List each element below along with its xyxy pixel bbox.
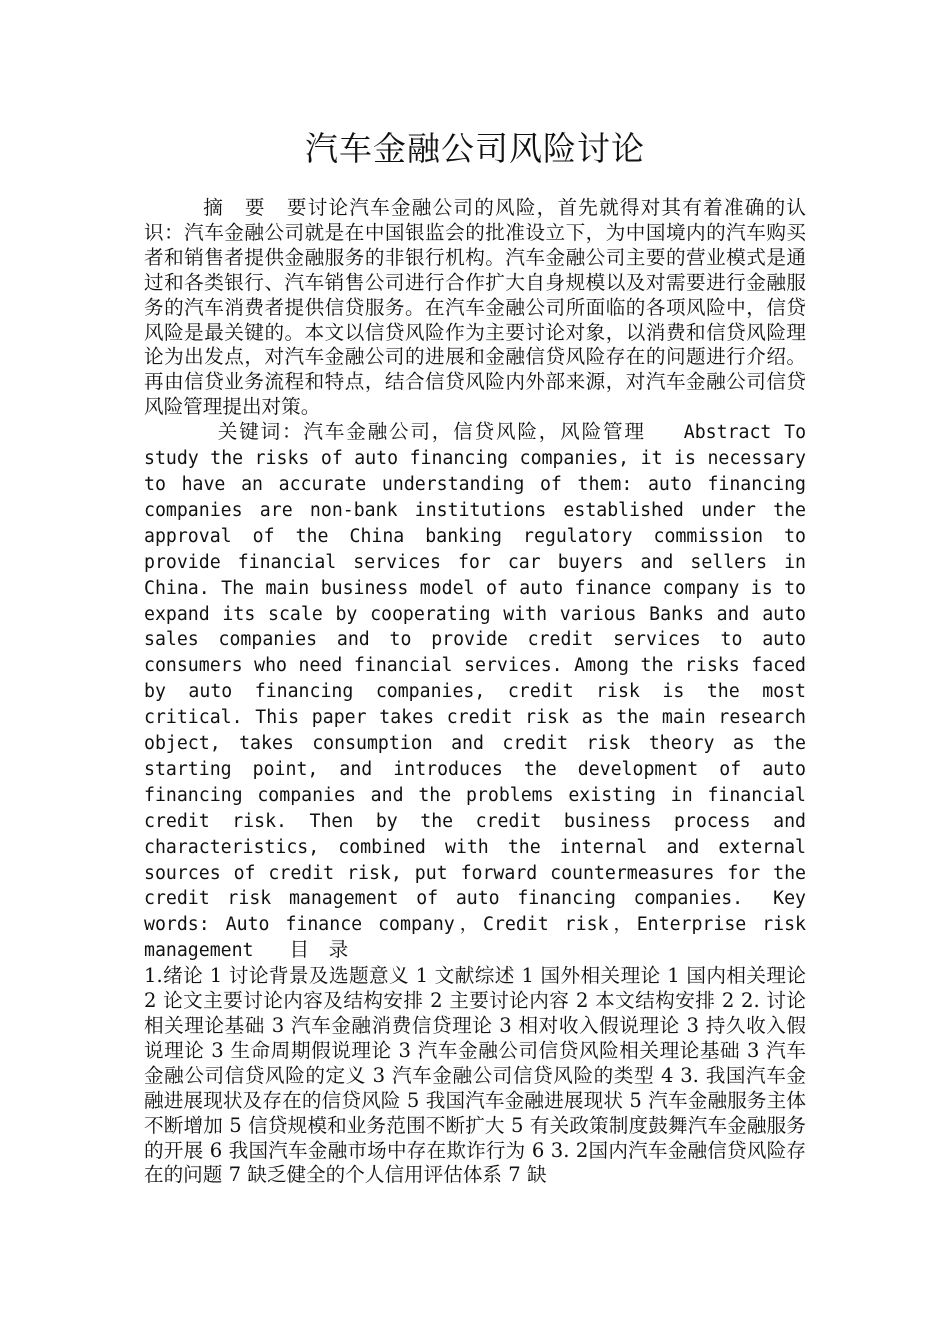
- abstract-text: 要讨论汽车金融公司的风险，首先就得对其有着准确的认识：汽车金融公司就是在中国银监会的批准设立下，为中国境内的汽车购买者和销售者提供金融服务的非银行机构。汽车金融公司主要的营业模式是通过和各类银行、汽车销售公司进行合作扩大自身规模以及对需要进行金融服务的汽车消费者提供信贷服务。在汽车金融公司所面临的各项风险中，信贷风险是最关键的。本文以信贷风险作为主要讨论对象，以消费和信贷风险理论为出发点，对汽车金融公司的进展和金融信贷风险存在的问题进行介绍。再由信贷业务流程和特点，结合信贷风险内外部来源，对汽车金融公司信贷风险管理提出对策。: [144, 196, 807, 419]
- keywords-text: 汽车金融公司，信贷风险，风险管理: [303, 420, 646, 444]
- english-abstract-text: Abstract To study the risks of auto financing companies, it is necessary to have an accurate understanding of them: auto financing companies are non-bank institutions established under the approval of the China banking regulatory commission to provide financial services for car buyers and sellers in China. The main business model of auto finance company is to expand its scale by cooperating with various Banks and auto sales companies and to provide credit services to auto consumers who need financial services. Among the risks faced by auto financing companies, credit risk is the most critical. This paper takes credit risk as the main research object, takes consumption and credit risk theory as the starting point, and introduces the development of auto financing companies and the problems existing in financial credit risk. Then by the credit business process and characteristics, combined with the internal and external sources of credit risk, put forward countermeasures for the credit risk management of auto financing companies.: [144, 422, 807, 910]
- keywords-label: 关键词：: [216, 420, 304, 444]
- keywords-paragraph: [144, 420, 806, 964]
- english-keywords-text: Key words: Auto finance company，Credit risk，Enterprise risk management: [144, 888, 806, 962]
- toc-text: 1.绪论 1 讨论背景及选题意义 1 文献综述 1 国外相关理论 1 国内相关理论 2 论文主要讨论内容及结构安排 2 主要讨论内容 2 本文结构安排 2 2. 讨论相关理论基础 3 汽车金融消费信贷理论 3 相对收入假说理论 3 持久收入假说理论 3 生命周期假说理论 3 汽车金融公司信贷风险相关理论基础 3 汽车金融公司信贷风险的定义 3 汽车金融公司信贷风险的类型 4 3. 我国汽车金融进展现状及存在的信贷风险 5 我国汽车金融进展现状 5 汽车金融服务主体不断增加 5 信贷规模和业务范围不断扩大 5 有关政策制度鼓舞汽车金融服务的开展 6 我国汽车金融市场中存在欺诈行为 6 3. 2国内汽车金融信贷风险存在的问题 7 缺乏健全的个人信用评估体系 7 缺: [144, 964, 806, 1187]
- abstract-paragraph: [144, 196, 806, 420]
- toc-label: 目 录: [289, 938, 349, 962]
- document-body: [144, 196, 806, 1188]
- abstract-label: 摘 要: [202, 196, 266, 219]
- toc-paragraph: [144, 964, 806, 1188]
- document-title: 汽车金融公司风险讨论: [305, 129, 645, 168]
